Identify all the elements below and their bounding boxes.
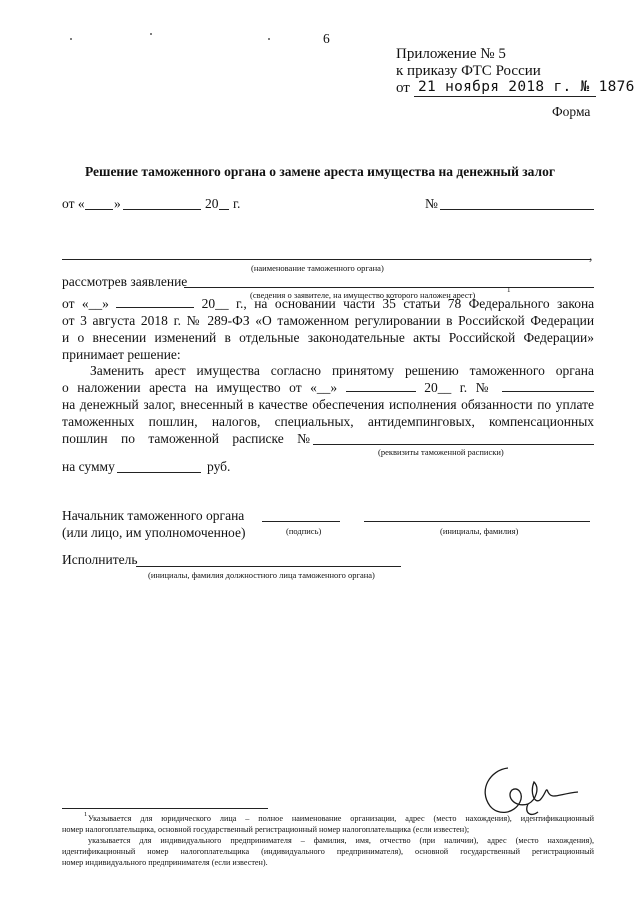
body-line-2: от 3 августа 2018 г. № 289-ФЗ «О таможенном регулировании в Российской Федерации (62, 313, 595, 328)
body-line-5: Заменить арест имущества согласно принятому решению таможенного органа (90, 363, 595, 378)
footnote-line-3: указывается для индивидуального предпринимателя – фамилия, имя, отчество (при наличии), адрес (место нахождения), (88, 836, 594, 845)
decision-number-field[interactable] (440, 209, 594, 210)
scan-speck (268, 38, 270, 40)
receipt-caption: (реквизиты таможенной расписки) (378, 447, 504, 457)
arrest-month-field[interactable] (346, 380, 416, 392)
comma: , (589, 248, 593, 263)
scan-speck (150, 33, 152, 35)
footnote-line-5: номер индивидуального предпринимателя (если известен). (62, 858, 268, 867)
amount-label: на сумму (62, 459, 115, 474)
page-number: 6 (323, 31, 330, 46)
date-year-field[interactable] (219, 209, 229, 210)
signature-caption: (подпись) (286, 526, 322, 536)
form-label: Форма (552, 104, 591, 119)
number-label: № (425, 196, 438, 211)
date-year-suffix: г. (233, 196, 241, 211)
body-line-9: пошлин по таможенной расписке № (62, 431, 311, 446)
chief-label-line2: (или лицо, им уполномоченное) (62, 525, 246, 540)
executor-label: Исполнитель (62, 552, 138, 567)
date-day-field[interactable] (85, 209, 113, 210)
body-line-1: от «__» 20__ г., на основании части 35 статьи 78 Федерального закона (62, 296, 595, 311)
order-date-prefix: от (396, 80, 410, 96)
date-year-label: 20 (205, 196, 219, 211)
executor-caption: (инициалы, фамилия должностного лица таможенного органа) (148, 570, 375, 580)
footnote-line-2: номер налогоплательщика, основной государственный регистрационный номер налогоплательщика (если известен); (62, 825, 470, 834)
body-line-7: на денежный залог, внесенный в качестве обеспечения исполнения обязанности по уплате (62, 397, 595, 412)
footnote-line-1: Указывается для юридического лица – полное наименование организации, адрес (место нахождения), идентификационный (88, 814, 594, 823)
order-reference: к приказу ФТС России (396, 63, 541, 79)
body-line-8: таможенных пошлин, налогов, специальных, антидемпинговых, компенсационных (62, 414, 595, 429)
basis-month-field[interactable] (116, 296, 194, 308)
customs-body-field[interactable] (62, 259, 590, 260)
date-quote-close: » (114, 196, 121, 211)
chief-initials-field[interactable] (364, 521, 590, 522)
applicant-caption: (сведения о заявителе, на имущество которого наложен арест) (250, 290, 476, 300)
arrest-number-field[interactable] (502, 380, 594, 392)
order-date-underline (414, 96, 596, 97)
footnote-line-4: идентификационный номер налогоплательщика (индивидуального предпринимателя), основной государственный регистрационный (62, 847, 594, 856)
footnote-marker: 1 (84, 811, 88, 818)
chief-label-line1: Начальник таможенного органа (62, 508, 245, 523)
amount-field[interactable] (117, 472, 201, 473)
chief-initials-caption: (инициалы, фамилия) (440, 526, 519, 536)
signature-field[interactable] (262, 521, 340, 522)
body-line-4: принимает решение: (62, 347, 181, 362)
body-line-6: о наложении ареста на имущество от «__» 20__ г. № (62, 380, 594, 396)
currency-label: руб. (207, 459, 231, 474)
customs-body-caption: (наименование таможенного органа) (251, 263, 384, 273)
executor-field[interactable] (136, 566, 401, 567)
receipt-field[interactable] (313, 444, 594, 445)
body-line-3: и о внесении изменений в отдельные законодательные акты Российской Федерации» (62, 330, 595, 345)
date-month-field[interactable] (123, 209, 201, 210)
footnote-separator (62, 808, 268, 809)
order-date-handwritten: 21 ноября 2018 г. № 1876 (418, 79, 635, 95)
document-title: Решение таможенного органа о замене ареста имущества на денежный залог (84, 164, 555, 179)
appendix-label: Приложение № 5 (396, 46, 506, 62)
scan-speck (70, 38, 72, 40)
date-from-label: от « (62, 196, 85, 211)
footnote-ref: 1 (507, 286, 511, 294)
applicant-field[interactable] (184, 287, 594, 288)
considered-label: рассмотрев заявление (62, 274, 188, 289)
